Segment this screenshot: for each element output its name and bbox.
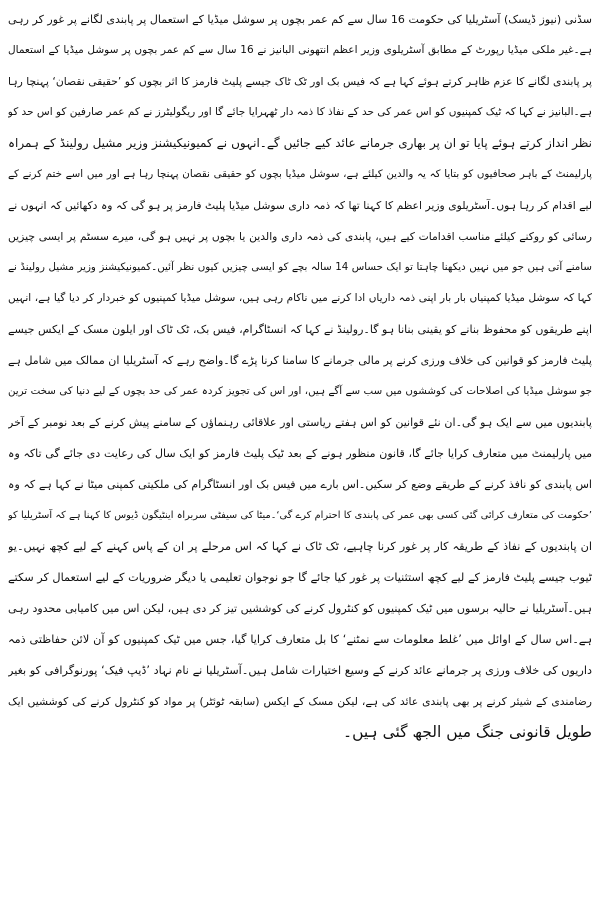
article-line-20: ہیں۔آسٹریلیا نے حالیہ برسوں میں ٹیک کمپنیوں کو کنٹرول کرنے کی کوششیں تیز کر دی ہیں، لیکن اس میں کامیابی محدود رہی <box>8 602 592 615</box>
article-line-19: ٹیوب جیسے پلیٹ فارمز کے لیے کچھ استثنیات پر غور کیا جائے گا جو نوجوان تعلیمی یا دیگر ضروریات کے لیے استعمال کر سکتے <box>8 571 592 584</box>
article-line-3: پر پابندی لگانے کا عزم ظاہر کرتے ہوئے کہا ہے کہ فیس بک اور ٹک ٹاک جیسے پلیٹ فارمز کا اثر بچوں کو ’حقیقی نقصان‘ پہنچا رہا <box>8 75 592 88</box>
article-line-8: رسائی کو روکنے کیلئے مناسب اقدامات کیے ہیں، پابندی کی ذمہ داری والدین یا بچوں پر نہیں ہو گی، میرے سسٹم پر ایسی چیزیں <box>8 230 592 243</box>
article-line-5: نظر انداز کرتے ہوئے پایا تو ان پر بھاری جرمانے عائد کیے جائیں گے۔انہوں نے کمیونیکیشنز وزیر مشیل رولینڈ کے ہمراہ <box>8 136 592 150</box>
article-line-2: ہے۔غیر ملکی میڈیا رپورٹ کے مطابق آسٹریلوی وزیر اعظم انتھونی البانیز نے 16 سال سے کم عمر بچوں پر سوشل میڈیا کے استعمال <box>8 44 592 56</box>
article-line-16: اس پابندی کو نافذ کرنے کے طریقے وضع کر سکیں۔اس بارے میں فیس بک اور انسٹاگرام کی ملکیتی کمپنی میٹا نے کہا ہے کہ وہ <box>8 478 592 491</box>
article-line-23: رضامندی کے شیئر کرنے پر بھی پابندی عائد کی ہے، لیکن مسک کے ایکس (سابقہ ٹوئٹر) پر مواد کو کنٹرول کرنے کی کوششیں ایک <box>8 695 592 708</box>
article-line-9: سامنے آتی ہیں جو میں نہیں دیکھنا چاہتا تو ایک حساس 14 سالہ بچے کو ایسی چیزیں کیوں نظر آئیں۔کمیونیکیشنز وزیر مشیل رولینڈ نے <box>8 261 592 273</box>
article-line-11: اپنے طریقوں کو محفوظ بنانے کو یقینی بنانا ہو گا۔رولینڈ نے کہا کہ انسٹاگرام، فیس بک، ٹک ٹاک اور ایلون مسک کے ایکس جیسے <box>8 323 592 336</box>
article-line-17: ’حکومت کی متعارف کرائی گئی کسی بھی عمر کی پابندی کا احترام کرے گی‘۔میٹا کی سیفٹی سربراہ اینٹیگون ڈیوس کا کہنا ہے کہ آسٹریلیا کو <box>8 510 592 521</box>
article-line-13: جو سوشل میڈیا کی اصلاحات کی کوششوں میں سب سے آگے ہیں، اور اس کی تجویز کردہ عمر کی حد بچوں کے لیے دنیا کی سخت ترین <box>8 385 592 397</box>
article-line-14: پابندیوں میں سے ایک ہو گی۔ان نئے قوانین کو اس ہفتے ریاستی اور علاقائی رہنماؤں کے سامنے پیش کرنے کے بعد نومبر کے آخر <box>8 416 592 429</box>
article-line-15: میں پارلیمنٹ میں متعارف کرایا جائے گا، قانون منظور ہونے کے بعد ٹیک پلیٹ فارمز کو ایک سال کی رعایت دی جائے گی تاکہ وہ <box>8 447 592 460</box>
article-line-4: ہے۔البانیز نے کہا کہ ٹیک کمپنیوں کو اس عمر کی حد کے نفاذ کا ذمہ دار ٹھہرایا جائے گا اور ریگولیٹرز نے کم عمر صارفین کو اس حد کو <box>8 106 592 118</box>
article-line-6: پارلیمنٹ کے باہر صحافیوں کو بتایا کہ یہ والدین کیلئے ہے، سوشل میڈیا بچوں کو حقیقی نقصان پہنچا رہا ہے اور میں اسے ختم کرنے کے <box>8 168 592 180</box>
article-line-24: طویل قانونی جنگ میں الجھ گئی ہیں۔ <box>343 723 592 741</box>
article-line-12: پلیٹ فارمز کو قوانین کی خلاف ورزی کرنے پر مالی جرمانے کا سامنا کرنا پڑے گا۔واضح رہے کہ آسٹریلیا ان ممالک میں شامل ہے <box>8 354 592 367</box>
article-line-7: لیے اقدام کر رہا ہوں۔آسٹریلوی وزیر اعظم کا کہنا تھا کہ ذمہ داری سوشل میڈیا پلیٹ فارمز پر ہو گی کہ وہ دکھائیں کہ انہوں نے <box>8 199 592 212</box>
article-line-10: کہا کہ سوشل میڈیا کمپنیاں بار بار اپنی ذمہ داریاں ادا کرنے میں ناکام رہی ہیں، سوشل میڈیا کمپنیوں کو خبردار کر دیا گیا ہے، انہیں <box>8 292 592 304</box>
article-line-1: سڈنی (نیوز ڈیسک) آسٹریلیا کی حکومت 16 سال سے کم عمر بچوں پر سوشل میڈیا کے استعمال پر پابندی لگانے پر غور کر رہی <box>8 13 592 26</box>
article-line-21: ہے۔اس سال کے اوائل میں ’غلط معلومات سے نمٹنے‘ کا بل متعارف کرایا گیا، جس میں ٹیک کمپنیوں کو آن لائن حفاظتی ذمہ <box>8 633 592 646</box>
article-line-22: داریوں کی خلاف ورزی پر جرمانے عائد کرنے کے وسیع اختیارات شامل ہیں۔آسٹریلیا نے نام نہاد ’ڈیپ فیک‘ پورنوگرافی کو بغیر <box>8 664 592 677</box>
article-line-18: ان پابندیوں کے نفاذ کے طریقہ کار پر غور کرنا چاہیے، ٹک ٹاک نے کہا کہ اس مرحلے پر ان کے پاس کہنے کے لیے کچھ نہیں۔یو <box>8 540 592 553</box>
